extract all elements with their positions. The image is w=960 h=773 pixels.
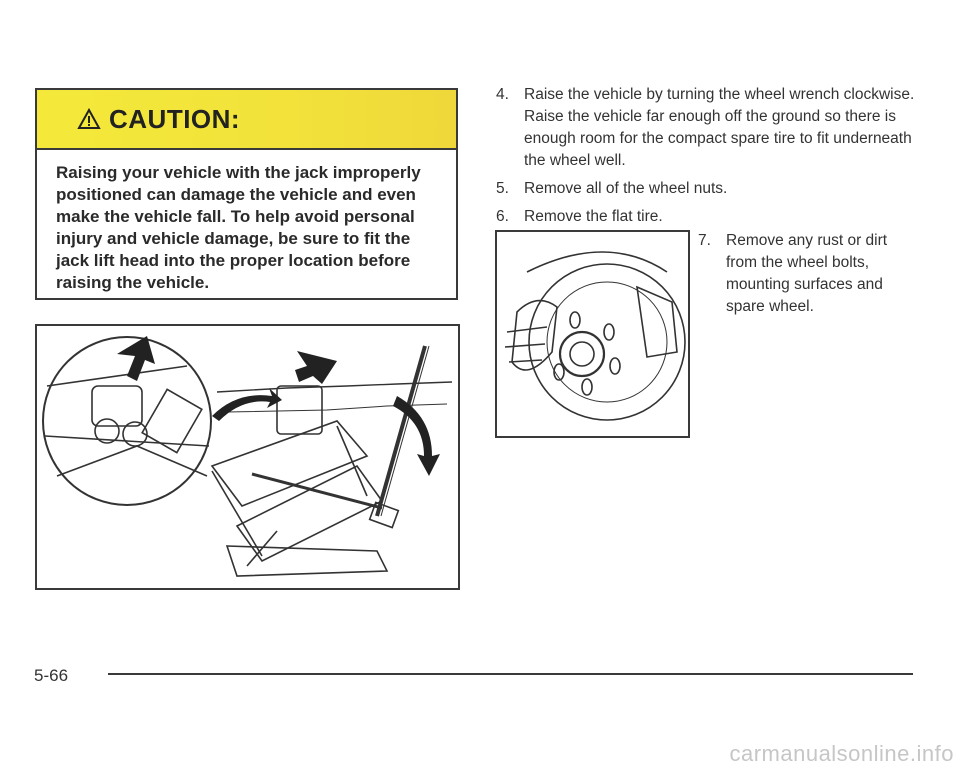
list-item [496,206,916,228]
step-text: Raise the vehicle by turning the wheel wrench clockwise. Raise the vehicle far enough off the ground so there is enough room for the compact spare tire to fit underneath the wheel well. [524,86,915,169]
step-number: 7. [698,232,711,249]
footer-divider [108,673,913,675]
caution-header [37,90,456,150]
wheel-hub-illustration [495,230,690,438]
step-text: Remove the flat tire. [524,208,663,225]
list-item [698,230,918,318]
step-number: 5. [496,180,509,197]
caution-title-text: CAUTION: [109,103,241,134]
caution-box [35,88,458,300]
caution-title [77,104,240,135]
jack-illustration [35,324,460,590]
caution-body: Raising your vehicle with the jack improperly positioned can damage the vehicle and even make the vehicle fall. To help avoid personal injury and vehicle damage, be sure to fit the jack lift head into the proper location before raising the vehicle. [56,163,421,292]
watermark: carmanualsonline.info [729,741,954,766]
list-item [496,178,916,200]
step-text: Remove any rust or dirt from the wheel bolts, mounting surfaces and spare wheel. [726,232,888,315]
step-number: 4. [496,86,509,103]
page-number: 5-66 [34,666,69,685]
list-item [496,84,916,172]
wheel-hub-drawing [497,232,688,436]
jack-drawing [37,326,458,588]
step-text: Remove all of the wheel nuts. [524,180,728,197]
step-number: 6. [496,208,509,225]
steps-list [496,84,916,234]
warning-triangle-icon [77,108,101,130]
